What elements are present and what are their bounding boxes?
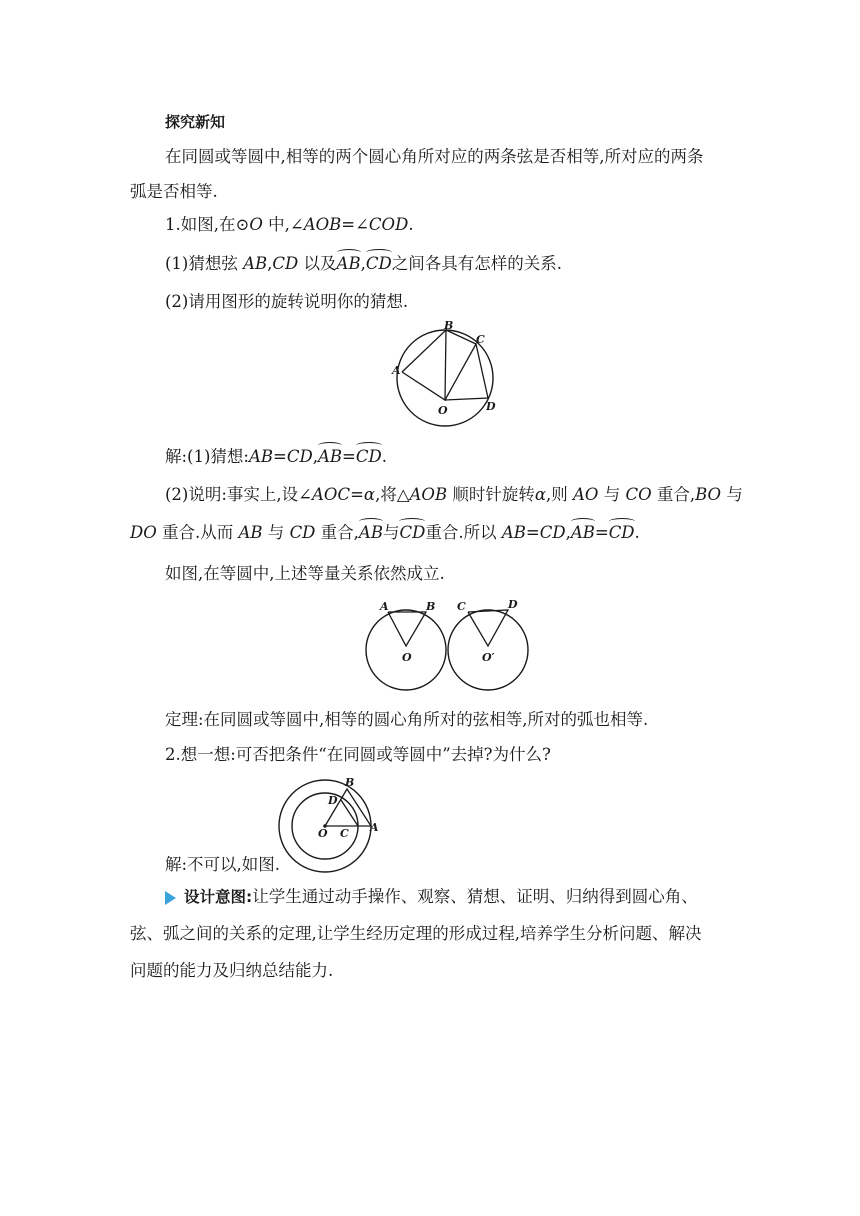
section-title: 探究新知 — [165, 113, 226, 131]
svg-text:A: A — [392, 364, 401, 377]
question-1: 1.如图,在⊙O 中,∠AOB=∠COD. — [165, 215, 414, 234]
svg-text:B: B — [345, 776, 355, 789]
svg-text:O′: O′ — [482, 651, 495, 664]
intro-line-2: 弧是否相等. — [130, 182, 218, 201]
figure-concentric-circles — [276, 776, 386, 876]
svg-text:B: B — [444, 320, 454, 332]
answer-1-part-1: 解:(1)猜想:AB=CD,AB=CD. — [165, 445, 387, 469]
design-intent-line-3: 问题的能力及归纳总结能力. — [130, 961, 334, 980]
svg-text:B: B — [426, 600, 436, 613]
svg-text:A: A — [380, 600, 389, 613]
answer-1-part-2-line-2: DO 重合.从而 AB 与 CD 重合,AB与CD重合.所以 AB=CD,AB=CD. — [130, 521, 640, 545]
svg-text:C: C — [340, 827, 349, 840]
svg-text:D: D — [508, 598, 518, 611]
svg-text:D: D — [328, 794, 338, 807]
svg-text:A: A — [370, 821, 379, 834]
intro-line-1: 在同圆或等圆中,相等的两个圆心角所对应的两条弦是否相等,所对应的两条 — [165, 147, 704, 166]
play-triangle-icon — [165, 891, 176, 905]
question-1-part-1: (1)猜想弦 AB,CD 以及AB,CD之间各具有怎样的关系. — [165, 252, 562, 276]
design-intent-label: 设计意图: — [184, 888, 253, 906]
answer-1-part-2-line-1: (2)说明:事实上,设∠AOC=α,将△AOB 顺时针旋转α,则 AO 与 CO 重合,BO 与 — [165, 485, 743, 504]
figure-circle-chords — [390, 320, 510, 432]
answer-2: 解:不可以,如图. — [165, 855, 281, 874]
svg-text:O: O — [402, 651, 412, 664]
svg-text:O: O — [438, 404, 448, 417]
figure-equal-circles — [360, 598, 536, 698]
equal-circles-text: 如图,在等圆中,上述等量关系依然成立. — [165, 564, 445, 583]
question-2: 2.想一想:可否把条件“在同圆或等圆中”去掉?为什么? — [165, 745, 551, 764]
svg-text:C: C — [476, 333, 485, 346]
svg-text:D: D — [486, 400, 496, 413]
svg-text:C: C — [457, 600, 466, 613]
design-intent-line-1: 设计意图:让学生通过动手操作、观察、猜想、证明、归纳得到圆心角、 — [165, 885, 698, 909]
theorem-text: 定理:在同圆或等圆中,相等的圆心角所对的弦相等,所对的弧也相等. — [165, 710, 649, 729]
design-intent-line-2: 弦、弧之间的关系的定理,让学生经历定理的形成过程,培养学生分析问题、解决 — [130, 924, 702, 943]
svg-text:O: O — [318, 827, 328, 840]
question-1-part-2: (2)请用图形的旋转说明你的猜想. — [165, 292, 409, 311]
